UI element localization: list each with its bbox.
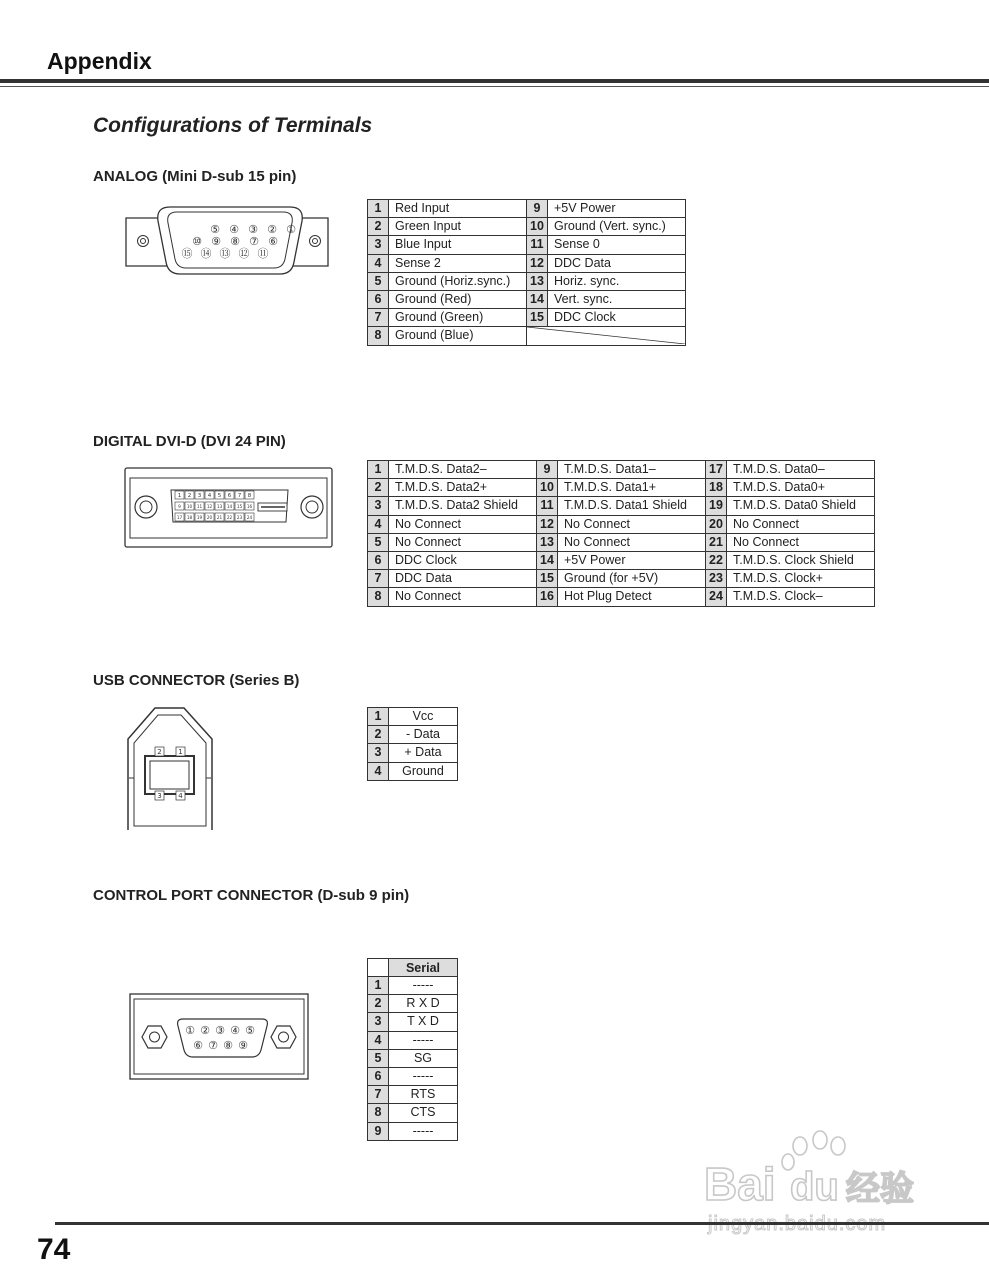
analog-heading: ANALOG (Mini D-sub 15 pin) <box>93 168 297 185</box>
table-row: 3 T.M.D.S. Data2 Shield 11 T.M.D.S. Data1 Shield 19 T.M.D.S. Data0 Shield <box>368 497 875 515</box>
header-rule-thin <box>0 86 989 87</box>
svg-text:19: 19 <box>196 515 203 520</box>
table-row: 1 Vcc <box>368 708 458 726</box>
table-row: 4 Sense 2 12 DDC Data <box>368 254 686 272</box>
dsub9-connector-diagram <box>128 992 312 1082</box>
svg-text:12: 12 <box>206 504 213 509</box>
table-header-row <box>368 959 458 977</box>
dvi-connector-diagram <box>123 466 335 550</box>
usb-pin: 2 <box>157 748 162 756</box>
table-row: 4 No Connect 12 No Connect 20 No Connect <box>368 515 875 533</box>
vga-pin: ⑩ <box>192 235 202 248</box>
svg-text:24: 24 <box>246 515 253 520</box>
dsub9-pin: ① <box>185 1024 195 1037</box>
svg-text:du: du <box>790 1165 839 1209</box>
table-row: 6 DDC Clock 14 +5V Power 22 T.M.D.S. Clock Shield <box>368 551 875 569</box>
table-row: 6 ----- <box>368 1067 458 1085</box>
svg-text:经验: 经验 <box>846 1170 914 1208</box>
dsub9-pin: ③ <box>215 1024 225 1037</box>
svg-text:9: 9 <box>178 504 181 509</box>
table-row: 3 + Data <box>368 744 458 762</box>
svg-text:21: 21 <box>216 515 223 520</box>
table-row: 5 SG <box>368 1049 458 1067</box>
table-row: 1 Red Input 9 +5V Power <box>368 200 686 218</box>
svg-text:15: 15 <box>236 504 243 509</box>
table-row: 7 DDC Data 15 Ground (for +5V) 23 T.M.D.S. Clock+ <box>368 570 875 588</box>
table-row: 7 RTS <box>368 1086 458 1104</box>
svg-text:17: 17 <box>176 515 183 520</box>
table-row: 2 R X D <box>368 995 458 1013</box>
vga-pin: ⑭ <box>200 247 212 260</box>
usb-pin-table <box>367 707 458 781</box>
control-port-pin-table <box>367 958 458 1141</box>
svg-text:6: 6 <box>227 493 232 499</box>
table-row: 6 Ground (Red) 14 Vert. sync. <box>368 290 686 308</box>
table-row: 2 Green Input 10 Ground (Vert. sync.) <box>368 218 686 236</box>
vga-pin: ⑨ <box>211 235 221 248</box>
page-number: 74 <box>37 1233 71 1266</box>
svg-text:13: 13 <box>216 504 223 509</box>
vga-pin: ⑤ <box>210 223 220 236</box>
svg-text:14: 14 <box>226 504 233 509</box>
svg-text:5: 5 <box>217 493 222 499</box>
usb-heading: USB CONNECTOR (Series B) <box>93 672 300 689</box>
table-row: 5 No Connect 13 No Connect 21 No Connect <box>368 533 875 551</box>
table-row: 4 Ground <box>368 762 458 780</box>
dsub9-pin: ⑤ <box>245 1024 255 1037</box>
usb-pin: 4 <box>178 792 183 800</box>
dvi-pin-table <box>367 460 875 607</box>
vga-pin: ② <box>267 223 277 236</box>
svg-text:2: 2 <box>187 493 192 499</box>
table-row: 1 ----- <box>368 977 458 995</box>
table-row: 1 T.M.D.S. Data2– 9 T.M.D.S. Data1– 17 T.M.D.S. Data0– <box>368 461 875 479</box>
dsub9-pin: ⑨ <box>238 1039 248 1052</box>
vga-pin: ⑥ <box>268 235 278 248</box>
table-row: 5 Ground (Horiz.sync.) 13 Horiz. sync. <box>368 272 686 290</box>
section-title: Appendix <box>47 48 152 74</box>
dsub9-pin: ② <box>200 1024 210 1037</box>
svg-text:1: 1 <box>177 493 182 499</box>
vga-connector-diagram <box>122 202 334 282</box>
vga-pin: ④ <box>229 223 239 236</box>
page-title: Configurations of Terminals <box>93 114 373 137</box>
usb-b-connector-diagram <box>126 706 216 832</box>
vga-pin: ⑦ <box>249 235 259 248</box>
vga-pin: ⑮ <box>181 247 193 260</box>
svg-text:22: 22 <box>226 515 233 520</box>
vga-pin: ③ <box>248 223 258 236</box>
svg-text:8: 8 <box>247 493 252 499</box>
dsub9-pin: ④ <box>230 1024 240 1037</box>
dsub9-pin: ⑧ <box>223 1039 233 1052</box>
svg-text:11: 11 <box>196 504 203 509</box>
table-row: 8 CTS <box>368 1104 458 1122</box>
table-row: 8 Ground (Blue) <box>368 327 686 345</box>
vga-pin: ⑬ <box>219 247 231 260</box>
header-rule <box>0 79 989 83</box>
table-row: 9 ----- <box>368 1122 458 1140</box>
svg-text:10: 10 <box>186 504 193 509</box>
svg-text:16: 16 <box>246 504 253 509</box>
table-row: 3 T X D <box>368 1013 458 1031</box>
svg-text:3: 3 <box>197 493 202 499</box>
table-row: 8 No Connect 16 Hot Plug Detect 24 T.M.D.S. Clock– <box>368 588 875 606</box>
svg-text:7: 7 <box>237 493 242 499</box>
control-port-heading: CONTROL PORT CONNECTOR (D-sub 9 pin) <box>93 887 410 904</box>
svg-text:23: 23 <box>236 515 243 520</box>
svg-text:18: 18 <box>186 515 193 520</box>
empty-cell <box>527 327 686 345</box>
dvi-heading: DIGITAL DVI-D (DVI 24 PIN) <box>93 433 286 450</box>
table-row: 2 - Data <box>368 726 458 744</box>
dsub9-pin: ⑥ <box>193 1039 203 1052</box>
usb-pin: 3 <box>157 792 162 800</box>
svg-text:4: 4 <box>207 493 212 499</box>
svg-text:20: 20 <box>206 515 213 520</box>
table-row: 7 Ground (Green) 15 DDC Clock <box>368 309 686 327</box>
footer-rule <box>55 1222 989 1225</box>
dsub9-pin: ⑦ <box>208 1039 218 1052</box>
table-row: 2 T.M.D.S. Data2+ 10 T.M.D.S. Data1+ 18 T.M.D.S. Data0+ <box>368 479 875 497</box>
vga-pin: ① <box>286 223 296 236</box>
vga-pin: ⑫ <box>238 247 250 260</box>
usb-pin: 1 <box>178 748 183 756</box>
table-row: 3 Blue Input 11 Sense 0 <box>368 236 686 254</box>
serial-column-header: Serial <box>389 959 458 977</box>
vga-pin: ⑪ <box>257 247 269 260</box>
table-row: 4 ----- <box>368 1031 458 1049</box>
analog-pin-table <box>367 199 686 346</box>
vga-pin: ⑧ <box>230 235 240 248</box>
svg-text:Bai: Bai <box>704 1158 776 1210</box>
